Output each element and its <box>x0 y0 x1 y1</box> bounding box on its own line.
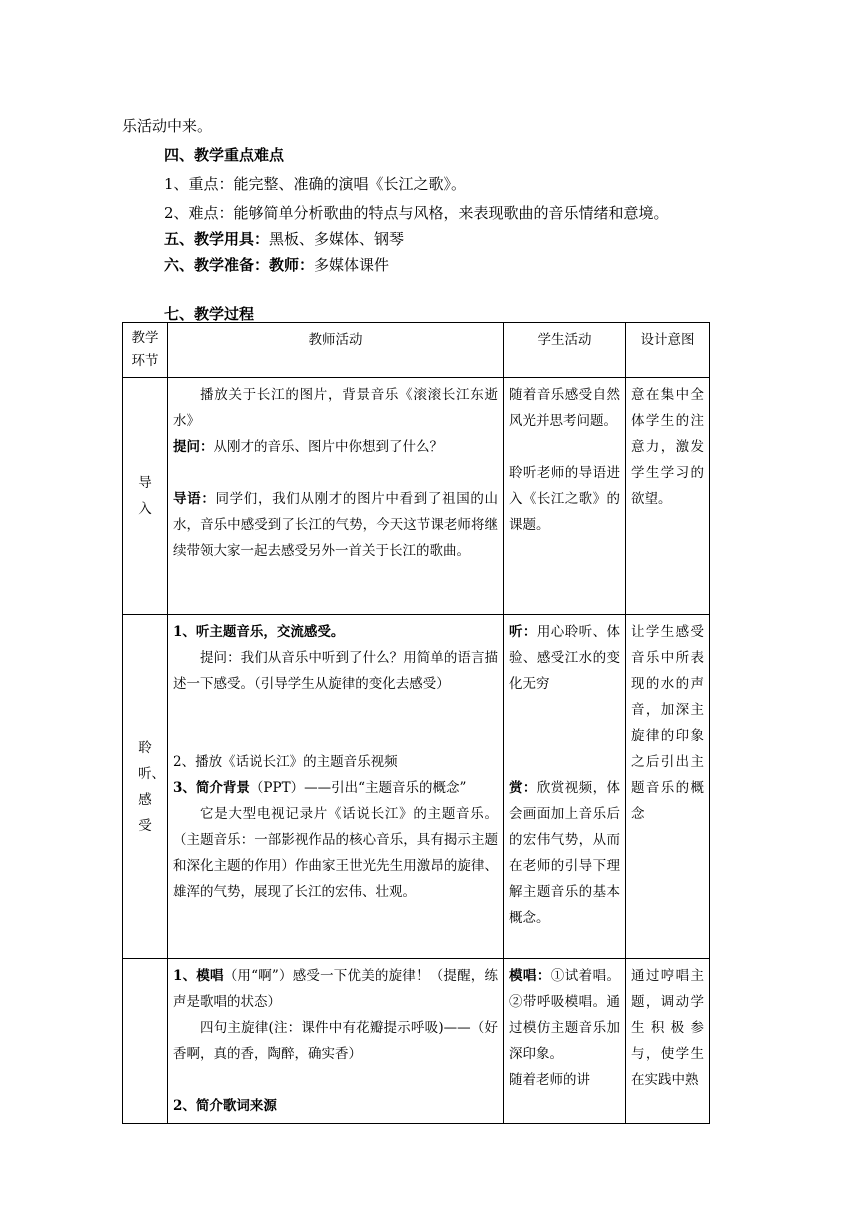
student-cell: 听：用心聆听、体验、感受江水的变化无穷 赏：欣赏视频，体会画面加上音乐后的宏伟气势，从而在老师的引导下理解主题音乐的基本概念。 <box>504 615 626 959</box>
table-row <box>123 959 710 1124</box>
intent-cell: 让学生感受音乐中所表现的水的声音，加深主旋律的印象之后引出主题音乐的概念 <box>626 615 710 959</box>
section6-line <box>164 255 389 275</box>
teacher-cell: 1、听主题音乐，交流感受。 提问：我们从音乐中听到了什么？用简单的语言描述一下感受。（引导学生从旋律的变化去感受） 2、播放《话说长江》的主题音乐视频 3、简介背景（PPT）——引出“主题音乐的概念” 它是大型电视记录片《话说长江》的主题音乐。（主题音乐：一部影视作品的核心音乐，具有揭示主题和深化主题的作用）作曲家王世光先生用激昂的旋律、雄浑的气势，展现了长江的宏伟、壮观。 <box>168 615 504 959</box>
stage-cell: 导入 <box>123 378 168 615</box>
header-teacher: 教师活动 <box>168 323 504 378</box>
section6-value: 多媒体课件 <box>314 256 390 274</box>
student-cell: 随着音乐感受自然风光并思考问题。 聆听老师的导语进入《长江之歌》的课题。 <box>504 378 626 615</box>
intro-tail: 乐活动中来。 <box>122 117 213 135</box>
teacher-cell: 播放关于长江的图片，背景音乐《滚滚长江东逝水》 提问：从刚才的音乐、图片中你想到了什么？ 导语：同学们，我们从刚才的图片中看到了祖国的山水，音乐中感受到了长江的气势，今天这节课老师将继续带领大家一起去感受另外一首关于长江的歌曲。 <box>168 378 504 615</box>
section5-line <box>164 229 404 249</box>
section4-heading: 四、教学重点难点 <box>164 146 285 164</box>
section7-heading: 七、教学过程 <box>164 305 255 323</box>
header-intent: 设计意图 <box>626 323 710 378</box>
student-cell: 模唱：①试着唱。②带呼吸模唱。通过模仿主题音乐加深印象。 随着老师的讲 <box>504 959 626 1124</box>
section4-item2: 2、难点：能够简单分析歌曲的特点与风格，来表现歌曲的音乐情绪和意境。 <box>164 204 669 222</box>
teacher-cell: 1、模唱（用“啊”）感受一下优美的旋律！（提醒，练声是歌唱的状态） 四句主旋律(注：课件中有花瓣提示呼吸)——（好香啊，真的香，陶醉，确实香） 2、简介歌词来源 <box>168 959 504 1124</box>
section5-label: 五、教学用具： <box>164 230 270 248</box>
header-stage: 教学环节 <box>123 323 168 378</box>
intent-cell: 通过哼唱主题，调动学生积极参与，使学生在实践中熟 <box>626 959 710 1124</box>
header-student: 学生活动 <box>504 323 626 378</box>
section4-item1: 1、重点：能完整、准确的演唱《长江之歌》。 <box>164 175 467 193</box>
table-row <box>123 615 710 959</box>
section6-label: 六、教学准备：教师： <box>164 256 315 274</box>
intent-cell: 意在集中全体学生的注意力，激发学生学习的欲望。 <box>626 378 710 615</box>
stage-cell <box>123 959 168 1124</box>
table-header-row <box>123 323 710 378</box>
section5-value: 黑板、多媒体、钢琴 <box>269 230 405 248</box>
table-row <box>123 378 710 615</box>
stage-cell: 聆听、感受 <box>123 615 168 959</box>
teaching-process-table <box>122 322 710 1124</box>
